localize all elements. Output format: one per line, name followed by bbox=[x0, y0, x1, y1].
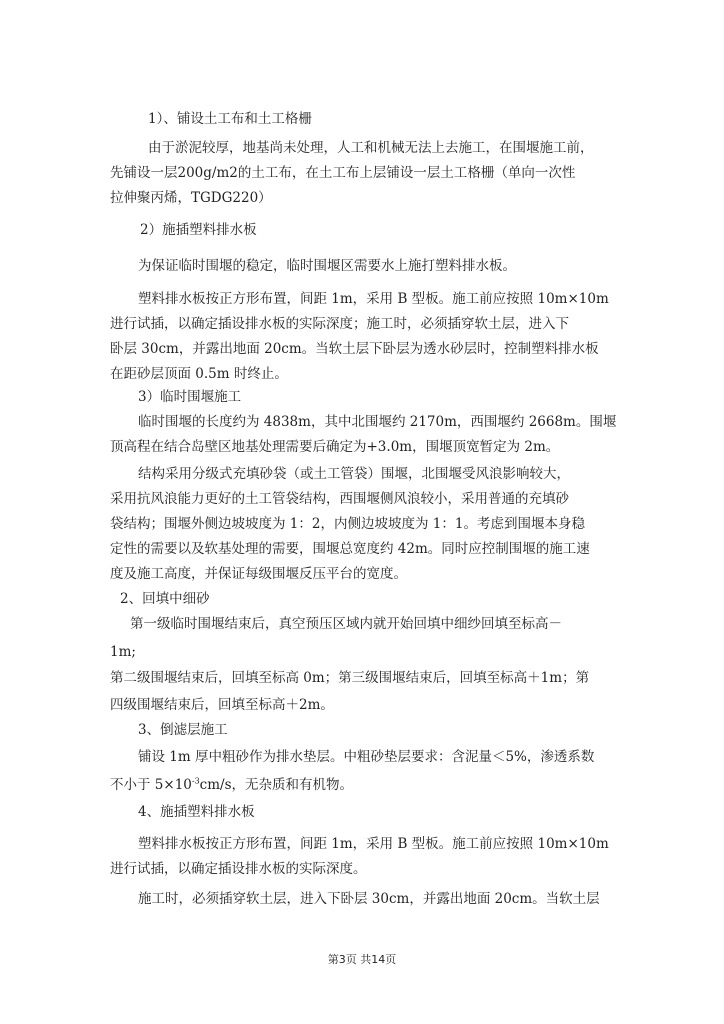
text-line: 四级围堰结束后，回填至标高＋2m。 bbox=[110, 697, 334, 713]
text-line: 由于淤泥较厚，地基尚未处理，人工和机械无法上去施工，在围堰施工前， bbox=[148, 140, 594, 156]
text-line: 2、回填中细砂 bbox=[120, 591, 210, 607]
paragraph-backfill-3 bbox=[110, 666, 626, 691]
text-line: 度及施工高度，并保证每级围堰反压平台的宽度。 bbox=[110, 566, 407, 582]
text-line: 4、施插塑料排水板 bbox=[138, 804, 255, 820]
text-line: 袋结构；围堰外侧边坡坡度为 1：2，内侧边坡坡度为 1：1。考虑到围堰本身稳 bbox=[110, 516, 585, 532]
heading-cofferdam bbox=[138, 385, 654, 410]
text-line: 顶高程在结合岛壁区地基处理需要后确定为+3.0m，围堰顶宽暂定为 2m。 bbox=[110, 439, 560, 455]
text-line: 结构采用分级式充填砂袋（或土工管袋）围堰，北围堰受风浪影响较大， bbox=[138, 466, 570, 482]
paragraph-cofferdam-structure bbox=[110, 462, 626, 587]
heading-drain-board bbox=[140, 218, 656, 243]
text-line: 进行试插，以确定插设排水板的实际深度。 bbox=[110, 861, 367, 877]
page-footer: 第3页 共14页 bbox=[327, 953, 397, 966]
text-line: 卧层 30cm，并露出地面 20cm。当软土层下卧层为透水砂层时，控制塑料排水板 bbox=[110, 341, 599, 357]
paragraph-stability bbox=[110, 254, 626, 279]
text-line: 第一级临时围堰结束后，真空预压区域内就开始回填中细纱回填至标高－ bbox=[130, 616, 562, 632]
text-line: 铺设 1m 厚中粗砂作为排水垫层。中粗砂垫层要求：含泥量＜5%，渗透系数 bbox=[138, 749, 595, 765]
paragraph-filter-layer bbox=[110, 745, 626, 770]
text-line: 第二级围堰结束后，回填至标高 0m；第三级围堰结束后，回填至标高＋1m；第 bbox=[110, 670, 590, 686]
text-line: 3、倒滤层施工 bbox=[138, 722, 228, 738]
heading-insert-drain bbox=[138, 800, 654, 825]
text-line: 塑料排水板按正方形布置，间距 1m，采用 B 型板。施工前应按照 10m×10m bbox=[138, 836, 609, 852]
heading-filter-layer bbox=[138, 718, 654, 743]
text-line: 为保证临时围堰的稳定，临时围堰区需要水上施打塑料排水板。 bbox=[138, 258, 516, 274]
paragraph-cofferdam-length bbox=[110, 410, 626, 460]
text-line: 施工时，必须插穿软土层，进入下卧层 30cm，并露出地面 20cm。当软土层 bbox=[138, 891, 600, 907]
text-line: 不小于 $5\times 10^{-3}cm/s$，无杂质和有机物。 bbox=[110, 776, 354, 793]
text-line: 1m; bbox=[110, 644, 136, 660]
paragraph-drain-board-layout bbox=[110, 287, 626, 387]
text-line: 拉伸聚丙烯，TGDG220） bbox=[110, 190, 272, 206]
text-line: 3）临时围堰施工 bbox=[138, 389, 242, 405]
paragraph-construction bbox=[110, 887, 626, 912]
paragraph-geotextile bbox=[110, 136, 626, 211]
text-line: 塑料排水板按正方形布置，间距 1m，采用 B 型板。施工前应按照 10m×10m bbox=[138, 291, 609, 307]
text-line: 采用抗风浪能力更好的土工管袋结构，西围堰侧风浪较小，采用普通的充填砂 bbox=[110, 491, 569, 507]
text-line: 先铺设一层200g/m2的土工布，在土工布上层铺设一层土工格栅（单向一次性 bbox=[110, 165, 576, 181]
text-line: 临时围堰的长度约为 4838m，其中北围堰约 2170m，西围堰约 2668m。围堰 bbox=[138, 414, 617, 430]
heading-geotextile bbox=[148, 107, 664, 132]
heading-backfill bbox=[120, 587, 636, 612]
paragraph-backfill-1 bbox=[110, 612, 626, 637]
text-line: 进行试插，以确定插设排水板的实际深度；施工时，必须插穿软土层，进入下 bbox=[110, 316, 569, 332]
text-line: 定性的需要以及软基处理的需要，围堰总宽度约 42m。同时应控制围堰的施工速 bbox=[110, 541, 590, 557]
paragraph-backfill-4 bbox=[110, 693, 626, 718]
text-line: 在距砂层顶面 0.5m 时终止。 bbox=[110, 366, 288, 382]
text-line: 2）施插塑料排水板 bbox=[140, 222, 257, 238]
paragraph-insert-drain bbox=[110, 832, 626, 882]
text-line: 1）、铺设土工布和土工格栅 bbox=[148, 111, 312, 127]
paragraph-backfill-2 bbox=[110, 640, 626, 665]
paragraph-permeability bbox=[110, 773, 626, 798]
